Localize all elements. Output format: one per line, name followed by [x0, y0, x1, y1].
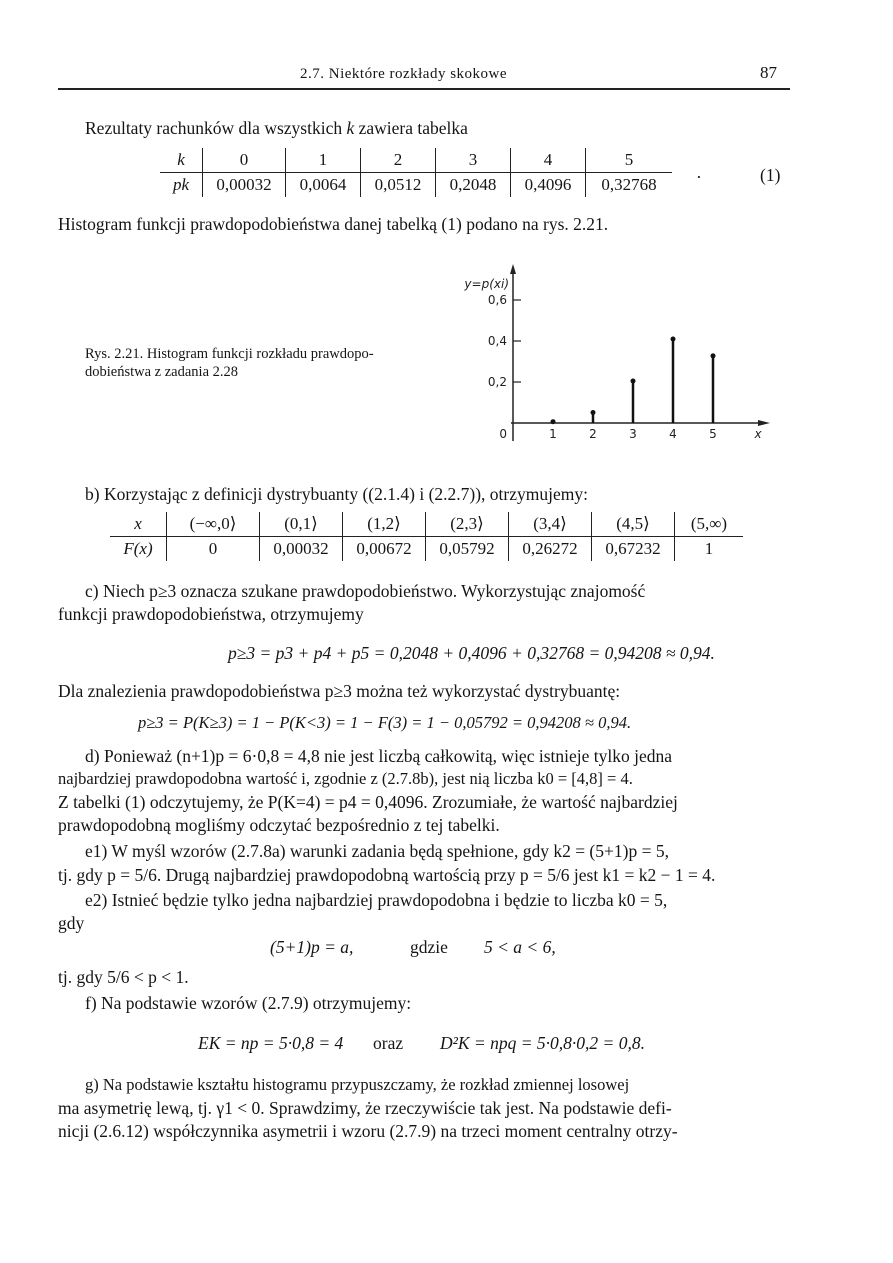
table2-cell: 0,00672	[343, 537, 426, 562]
table1-cell: 0,0512	[361, 173, 436, 198]
part-d-line: najbardziej prawdopodobna wartość i, zgodnie z (2.7.8b), jest nią liczba k0 = [4,8] = 4.	[58, 769, 633, 788]
part-e-line: e2) Istnieć będzie tylko jedna najbardziej prawdopodobna i będzie to liczba k0 = 5,	[85, 890, 668, 910]
formula: EK = np = 5·0,8 = 4	[198, 1033, 344, 1053]
formula: p≥3 = P(K≥3) = 1 − P(K<3) = 1 − F(3) = 1 − 0,05792 = 0,94208 ≈ 0,94.	[138, 713, 632, 732]
table2-row2-label: F(x)	[123, 539, 153, 558]
table2-cell: 0,00032	[260, 537, 343, 562]
table2-cell: 1	[675, 537, 744, 562]
x-tick-label: 5	[709, 427, 717, 441]
formula-conjunction: oraz	[373, 1033, 404, 1053]
table2-row-x	[110, 512, 743, 537]
probability-table	[160, 148, 672, 197]
y-tick-label: 0,4	[487, 334, 507, 348]
table1-row-pk	[160, 173, 672, 198]
table2-cell: (3,4⟩	[509, 512, 592, 537]
histogram-sentence: Histogram funkcji prawdopodobieństwa danej tabelką (1) podano na rys. 2.21.	[58, 214, 609, 234]
table1-cell: 0,0064	[286, 173, 361, 198]
table1-cell: 2	[361, 148, 436, 173]
table1-cell: 0	[203, 148, 286, 173]
table1-cell: 0,4096	[511, 173, 586, 198]
histogram-point	[551, 419, 556, 424]
y-tick-label: 0,2	[487, 375, 507, 389]
table1-row2-label: pk	[172, 175, 190, 194]
part-d-line: Z tabelki (1) odczytujemy, że P(K=4) = p4 = 0,4096. Zrozumiałe, że wartość najbardziej	[58, 792, 678, 812]
part-e-line: gdy	[58, 913, 85, 933]
table1-cell: 0,00032	[203, 173, 286, 198]
formula-where: gdzie	[410, 937, 448, 957]
caption-line: Rys. 2.21. Histogram funkcji rozkładu prawdopo-	[85, 346, 374, 362]
part-b-text: b) Korzystając z definicji dystrybuanty ((2.1.4) i (2.2.7)), otrzymujemy:	[85, 484, 588, 504]
part-f-line: f) Na podstawie wzorów (2.7.9) otrzymujemy:	[85, 993, 412, 1013]
formula: p≥3 = p3 + p4 + p5 = 0,2048 + 0,4096 + 0,32768 = 0,94208 ≈ 0,94.	[228, 643, 715, 663]
y-axis-arrow	[510, 264, 516, 274]
histogram-chart	[440, 258, 780, 458]
running-header: 2.7. Niektóre rozkłady skokowe	[300, 66, 508, 82]
part-g-line: ma asymetrię lewą, tj. γ1 < 0. Sprawdzimy, że rzeczywiście tak jest. Na podstawie defi-	[58, 1098, 672, 1118]
equation-number: (1)	[760, 165, 781, 185]
histogram-point	[711, 353, 716, 358]
distribution-table	[110, 512, 743, 561]
part-e-line: e1) W myśl wzorów (2.7.8a) warunki zadania będą spełnione, gdy k2 = (5+1)p = 5,	[85, 841, 669, 861]
table2-cell: 0,67232	[592, 537, 675, 562]
table2-cell: (0,1⟩	[260, 512, 343, 537]
formula: (5+1)p = a,	[270, 937, 354, 957]
table2-cell: (−∞,0⟩	[167, 512, 260, 537]
part-g-line: nicji (2.6.12) współczynnika asymetrii i wzoru (2.7.9) na trzeci moment centralny otrzy-	[58, 1121, 678, 1141]
x-tick-label: 1	[549, 427, 557, 441]
part-e-line: tj. gdy p = 5/6. Drugą najbardziej prawdopodobną wartością przy p = 5/6 jest k1 = k2 − 1 = 4.	[58, 865, 716, 885]
y-tick-label: 0,6	[487, 293, 507, 307]
part-c-line: funkcji prawdopodobieństwa, otrzymujemy	[58, 604, 364, 624]
part-c-line: c) Niech p≥3 oznacza szukane prawdopodobieństwo. Wykorzystując znajomość	[85, 581, 646, 601]
intro-var-k: k	[346, 118, 355, 138]
table1-trailing-dot: ·	[696, 167, 702, 187]
table2-cell: 0,05792	[426, 537, 509, 562]
y-axis-label: y=p(xi)	[464, 277, 509, 291]
part-c-line: Dla znalezienia prawdopodobieństwa p≥3 można też wykorzystać dystrybuantę:	[58, 681, 621, 701]
intro-paragraph	[85, 117, 468, 139]
table2-cell: 0	[167, 537, 260, 562]
intro-text-post: zawiera tabelka	[354, 118, 468, 138]
formula: D²K = npq = 5·0,8·0,2 = 0,8.	[440, 1033, 645, 1053]
part-d-line: prawdopodobną mogliśmy odczytać bezpośrednio z tej tabelki.	[58, 815, 500, 835]
table1-cell: 1	[286, 148, 361, 173]
x-axis-label: x	[754, 427, 762, 441]
table1-cell: 5	[586, 148, 673, 173]
formula-condition: 5 < a < 6,	[484, 937, 556, 957]
table2-row-fx	[110, 537, 743, 562]
table2-cell: (1,2⟩	[343, 512, 426, 537]
part-e-line: tj. gdy 5/6 < p < 1.	[58, 967, 189, 987]
table2-row1-label: x	[110, 512, 167, 537]
page-number: 87	[760, 63, 777, 82]
table1-cell: 0,32768	[586, 173, 673, 198]
table1-cell: 4	[511, 148, 586, 173]
histogram-point	[671, 337, 676, 342]
chart-marks	[551, 337, 716, 425]
histogram-point	[591, 410, 596, 415]
figure-caption	[85, 345, 374, 381]
table2-cell: 0,26272	[509, 537, 592, 562]
table2-cell: (4,5⟩	[592, 512, 675, 537]
table1-cell: 3	[436, 148, 511, 173]
histogram-point	[631, 379, 636, 384]
header-rule	[58, 88, 790, 90]
intro-text-pre: Rezultaty rachunków dla wszystkich	[85, 118, 347, 138]
origin-label: 0	[499, 427, 507, 441]
table1-row-k	[160, 148, 672, 173]
x-tick-label: 2	[589, 427, 597, 441]
table1-cell: 0,2048	[436, 173, 511, 198]
caption-line: dobieństwa z zadania 2.28	[85, 364, 239, 380]
chart-labels	[463, 277, 762, 441]
chart-axes	[510, 264, 770, 441]
table2-cell: (2,3⟩	[426, 512, 509, 537]
part-d-line: d) Ponieważ (n+1)p = 6·0,8 = 4,8 nie jest liczbą całkowitą, więc istnieje tylko jedna	[85, 746, 673, 766]
x-tick-label: 3	[629, 427, 637, 441]
table1-row1-label: k	[160, 148, 203, 173]
part-g-line: g) Na podstawie kształtu histogramu przypuszczamy, że rozkład zmiennej losowej	[85, 1075, 630, 1094]
x-axis-arrow	[758, 420, 770, 426]
table2-cell: (5,∞)	[675, 512, 744, 537]
x-tick-label: 4	[669, 427, 677, 441]
